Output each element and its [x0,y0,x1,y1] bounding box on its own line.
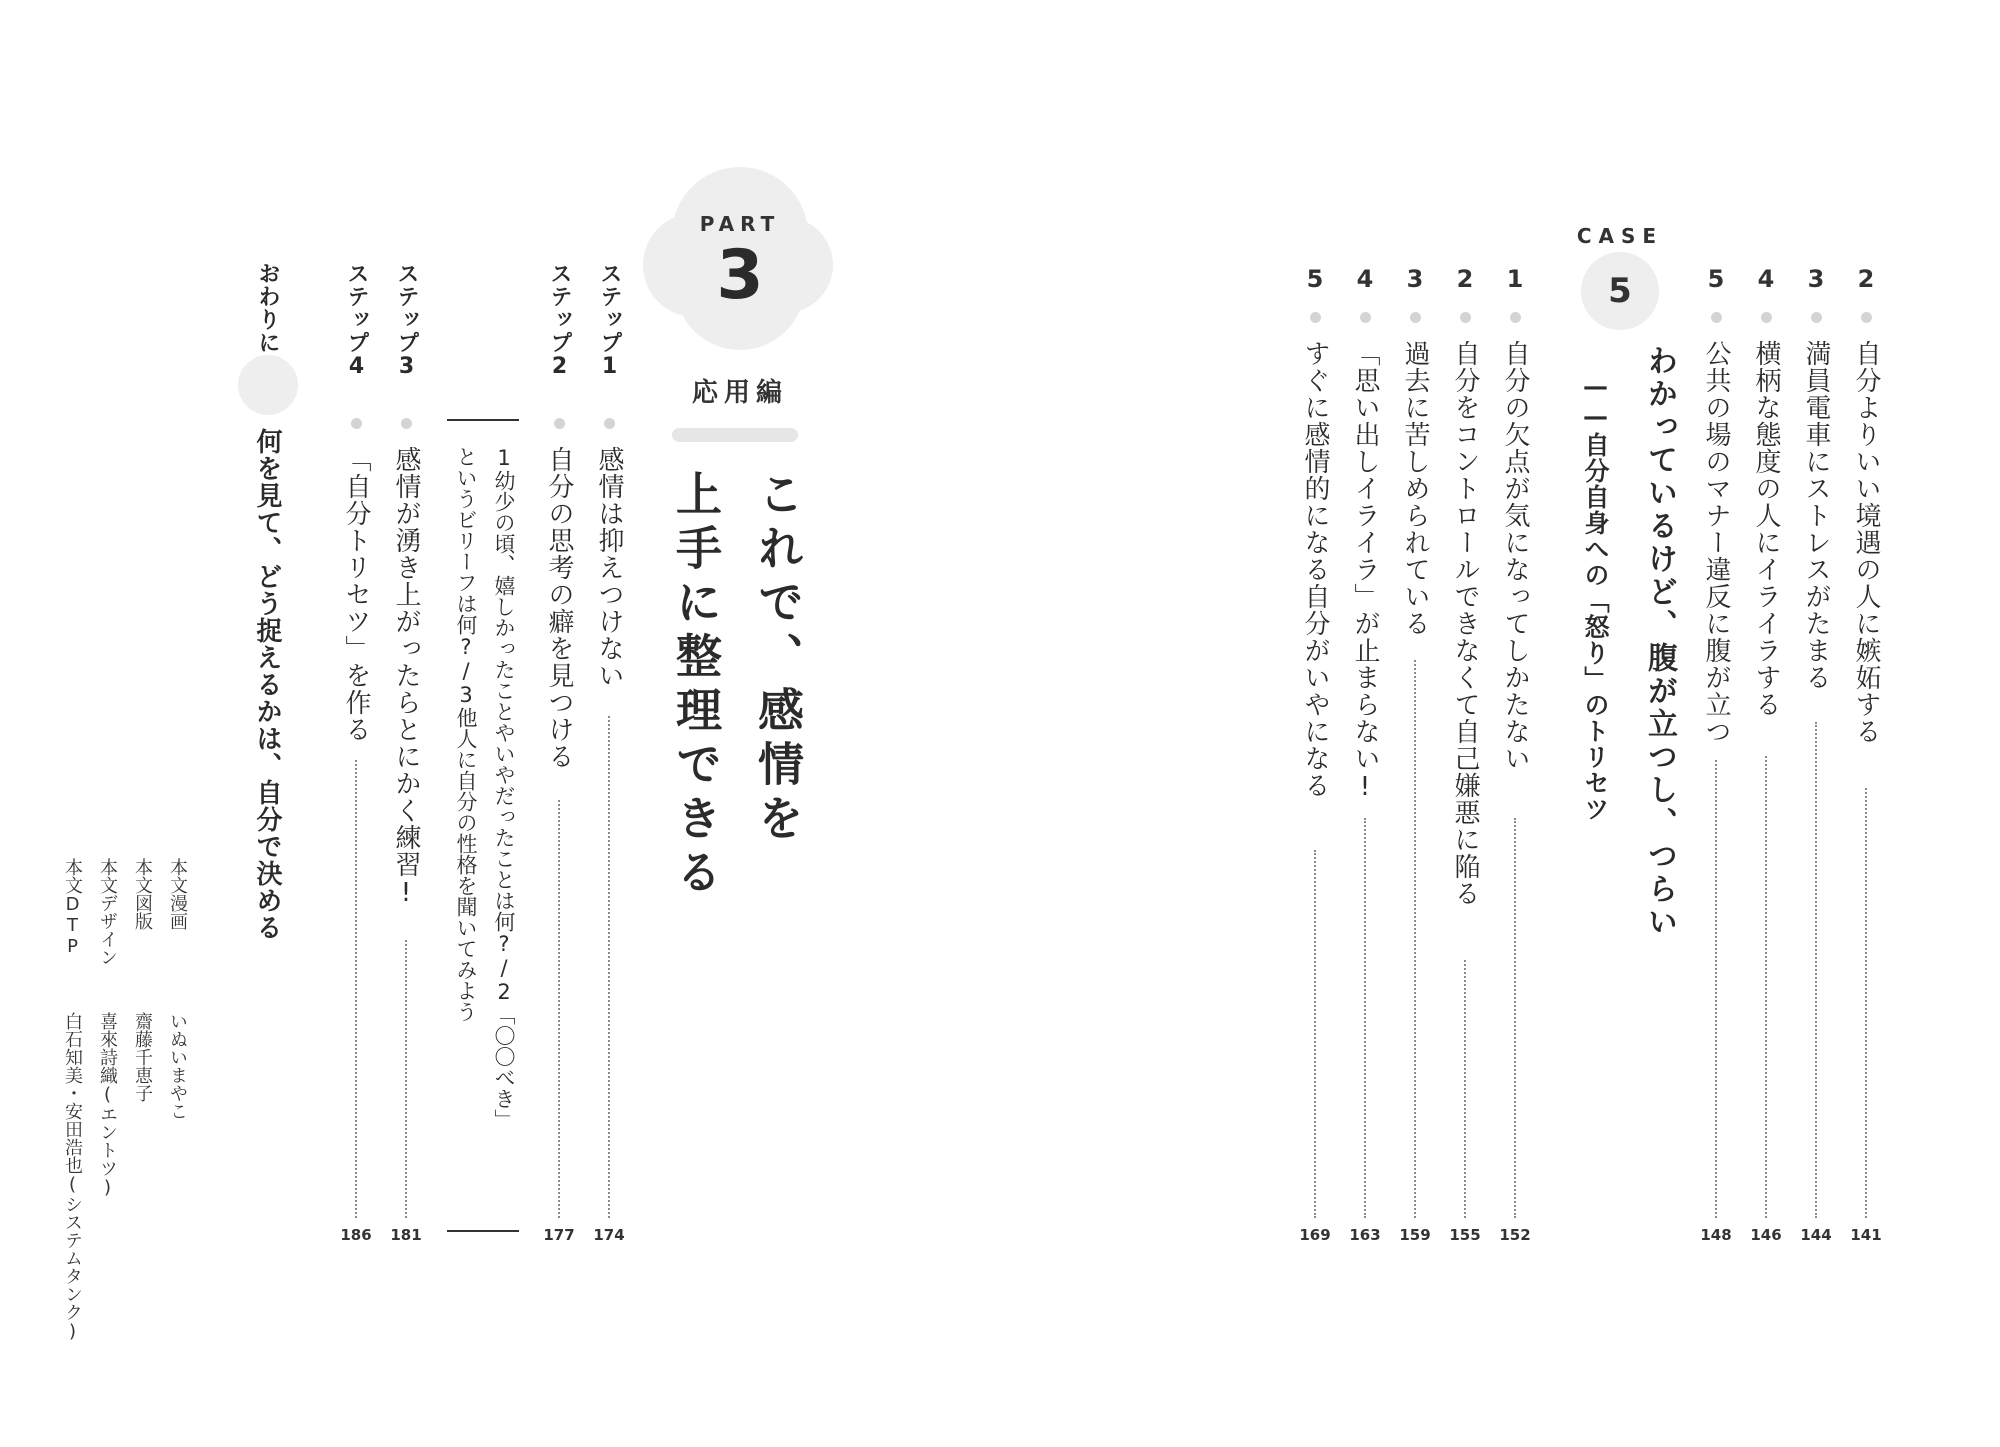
entry-number: ステップ2 [547,262,572,380]
page-number: 148 [1700,1226,1732,1244]
entry-number: ステップ4 [344,262,369,380]
step2-note-line1: 1幼少の頃、嬉しかったことやいやだったことは何?/2「〇〇べき」 [492,446,516,1130]
case-subtitle: ——自分自身への「怒り」のトリセツ [1581,372,1610,822]
note-rule-top [447,419,519,421]
closing-badge [238,355,298,415]
dotted-leader [608,716,610,1218]
case-label: CASE [1576,224,1664,248]
page-number: 174 [593,1226,625,1244]
entry-title: 過去に苦しめられている [1400,340,1430,637]
bullet-dot [1510,312,1521,323]
dotted-leader [1464,960,1466,1218]
credit-role-design: 本文デザイン [97,858,118,966]
bullet-dot [1761,312,1772,323]
entry-title: 自分の思考の癖を見つける [544,446,574,770]
credit-name-figures: 齋藤千恵子 [132,1012,153,1102]
entry-title: 横柄な態度の人にイライラする [1751,340,1781,718]
page-number: 186 [340,1226,372,1244]
entry-title: 満員電車にストレスがたまる [1801,340,1831,691]
entry-title: 自分の欠点が気になってしかたない [1500,340,1530,772]
credit-name-design: 喜來詩織(エントツ) [97,1012,118,1198]
page-number: 177 [543,1226,575,1244]
page-number: 152 [1499,1226,1531,1244]
page-number: 181 [390,1226,422,1244]
bullet-dot [1410,312,1421,323]
case-number: 5 [1608,271,1632,311]
page-number: 155 [1449,1226,1481,1244]
dotted-leader [405,940,407,1218]
page-number: 144 [1800,1226,1832,1244]
bullet-dot [351,418,362,429]
entry-number: 4 [1757,265,1775,293]
bullet-dot [604,418,615,429]
page-number: 163 [1349,1226,1381,1244]
dotted-leader [1765,756,1767,1218]
entry-number: 1 [1506,265,1524,293]
entry-number: 5 [1707,265,1725,293]
step2-note-line2: というビリーフは何?/3他人に自分の性格を聞いてみよう [454,446,478,1022]
dotted-leader [558,800,560,1218]
entry-title: 自分をコントロールできなくて自己嫌悪に陥る [1450,340,1480,907]
closing-label: おわりに [255,262,280,354]
entry-number: ステップ1 [597,262,622,380]
title-bar [672,428,798,442]
page-number: 141 [1850,1226,1882,1244]
part-subtitle: 応用編 [691,378,788,408]
page-number: 159 [1399,1226,1431,1244]
entry-number: 5 [1306,265,1324,293]
bullet-dot [401,418,412,429]
entry-number: 2 [1456,265,1474,293]
bullet-dot [1310,312,1321,323]
entry-title: 感情は抑えつけない [594,446,624,689]
credit-name-manga: いぬいまやこ [167,1012,188,1120]
entry-number: 3 [1807,265,1825,293]
credit-name-dtp: 白石知美・安田浩也(システムタンク) [62,1012,83,1342]
entry-title: 「自分トリセツ」を作る [341,446,371,743]
dotted-leader [1815,722,1817,1218]
credit-role-dtp: 本文DTP [62,858,83,957]
entry-title: 自分よりいい境遇の人に嫉妬する [1851,340,1881,745]
closing-text: 何を見て、どう捉えるかは、自分で決める [252,428,282,941]
dotted-leader [1364,818,1366,1218]
bullet-dot [1861,312,1872,323]
dotted-leader [1514,818,1516,1218]
dotted-leader [1314,850,1316,1218]
entry-number: ステップ3 [394,262,419,380]
dotted-leader [355,760,357,1218]
part-title-line2: 上手に整理できる [669,470,723,902]
case-title: わかっているけど、腹が立つし、つらい [1642,345,1677,939]
page-number: 169 [1299,1226,1331,1244]
entry-title: すぐに感情的になる自分がいやになる [1300,340,1330,799]
entry-title: 「思い出しイライラ」が止まらない! [1350,340,1380,803]
part-title-line1: これで、感情を [751,470,805,848]
entry-title: 公共の場のマナー違反に腹が立つ [1701,340,1731,745]
page-number: 146 [1750,1226,1782,1244]
entry-number: 2 [1857,265,1875,293]
dotted-leader [1414,660,1416,1218]
bullet-dot [1360,312,1371,323]
bullet-dot [1460,312,1471,323]
credit-role-figures: 本文図版 [132,858,153,930]
entry-number: 3 [1406,265,1424,293]
note-rule-bottom [447,1230,519,1232]
part-number: 3 [716,236,764,315]
entry-title: 感情が湧き上がったらとにかく練習! [391,446,421,909]
dotted-leader [1865,788,1867,1218]
part-label: PART [699,212,781,236]
dotted-leader [1715,760,1717,1218]
entry-number: 4 [1356,265,1374,293]
bullet-dot [1711,312,1722,323]
credit-role-manga: 本文漫画 [167,858,188,930]
bullet-dot [1811,312,1822,323]
bullet-dot [554,418,565,429]
